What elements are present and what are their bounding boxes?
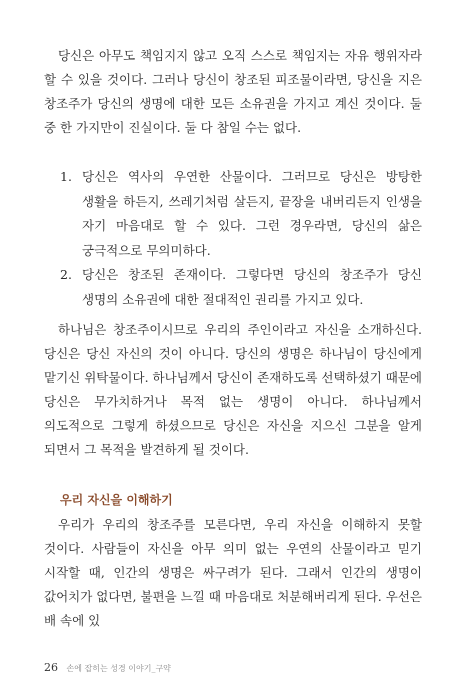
section-heading: 우리 자신을 이해하기 [60, 493, 173, 507]
book-title: 손에 잡히는 성경 이야기_구약 [66, 664, 171, 673]
paragraph-intro-text: 당신은 아무도 책임지지 않고 오직 스스로 책임지는 자유 행위자라 할 수 있을 것이다. 그러나 당신이 창조된 피조물이라면, 당신을 지은 창조주가 당신의 생명에 대한 모든 소유권을 가지고 계신 것이다. 둘 중 한 가지만이 진실이다. 둘 다 참일 수는 없다. [44, 48, 422, 135]
page-footer [44, 661, 171, 674]
list-item [60, 263, 422, 312]
list-item [60, 165, 422, 263]
list-item-text: 당신은 역사의 우연한 산물이다. 그러므로 당신은 방탕한 생활을 하든지, 쓰레기처럼 살든지, 끝장을 내버리든지 인생을 자기 마음대로 할 수 있다. 그런 경우라면, 당신의 삶은 궁극적으로 무의미하다. [82, 169, 422, 258]
paragraph-god-owner [44, 318, 422, 462]
list-item-number: 1. [60, 169, 72, 184]
page-number: 26 [44, 661, 58, 674]
numbered-list [60, 165, 422, 312]
paragraph-god-owner-text: 하나님은 창조주이시므로 우리의 주인이라고 자신을 소개하신다. 당신은 당신 자신의 것이 아니다. 당신의 생명은 하나님이 당신에게 맡기신 위탁물이다. 하나님께서 당신이 존재하도록 선택하셨기 때문에 당신은 무가치하거나 목적 없는 생명이 아니다. 하나님께서 의도적으로 그렇게 하셨으므로 당신은 자신을 지으신 그분을 알게 되면서 그 목적을 발견하게 될 것이다. [44, 322, 422, 457]
list-item-number: 2. [60, 267, 72, 282]
list-item-text: 당신은 창조된 존재이다. 그렇다면 당신의 창조주가 당신 생명의 소유권에 대한 절대적인 권리를 가지고 있다. [82, 267, 422, 307]
paragraph-understanding-text: 우리가 우리의 창조주를 모른다면, 우리 자신을 이해하지 못할 것이다. 사람들이 자신을 아무 의미 없는 우연의 산물이라고 믿기 시작할 때, 인간의 생명은 싸구려가 된다. 그래서 인간의 생명이 값어치가 없다면, 불편을 느낄 때 마음대로 처분해버리게 된다. 우선은 배 속에 있 [44, 517, 422, 628]
paragraph-intro [44, 44, 422, 140]
paragraph-understanding [44, 513, 422, 633]
